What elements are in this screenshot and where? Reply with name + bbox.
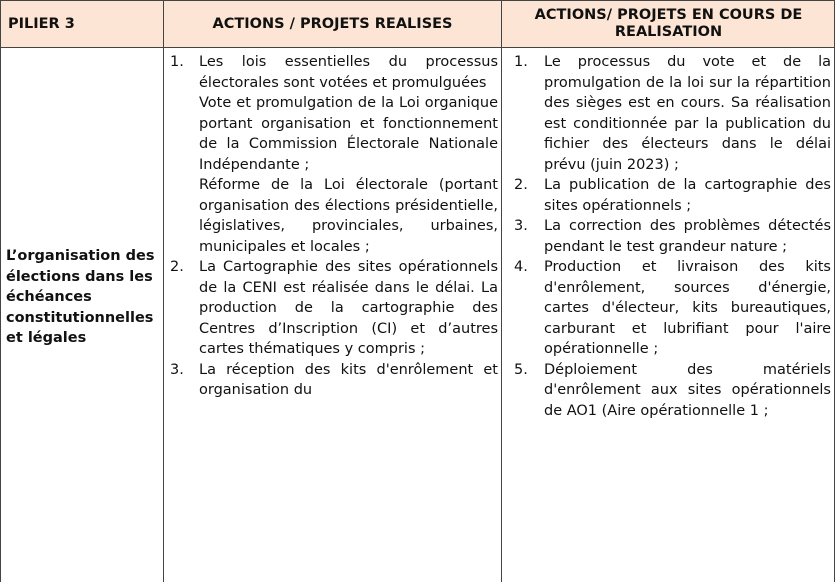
list-item-text: La correction des problèmes détectés pendant le test grandeur nature ; <box>544 218 831 255</box>
list-item-text: La publication de la cartographie des sites opérationnels ; <box>544 177 831 214</box>
list-item <box>166 257 498 360</box>
list-item <box>506 257 831 360</box>
list-item-number: 4. <box>514 259 528 275</box>
header-pillar: PILIER 3 <box>8 15 75 32</box>
list-item <box>166 52 498 257</box>
done-actions-list <box>166 52 498 401</box>
list-item-text: Les lois essentielles du processus électorales sont votées et promulguées <box>199 54 498 91</box>
header-ongoing-line1: ACTIONS/ PROJETS EN COURS DE <box>534 7 803 23</box>
list-item-number: 3. <box>170 361 184 378</box>
pillar-title: L’organisation des élections dans les échéances constitutionnelles et légales <box>6 248 155 346</box>
list-item <box>166 360 498 401</box>
list-item-subtext: Vote et promulgation de la Loi organique portant organisation et fonctionnement de la Commission Électorale Nationale Indépendante ; <box>199 95 498 173</box>
list-item-text: Déploiement des matériels d'enrôlement aux sites opérationnels de AO1 (Aire opérationnelle 1 ; <box>544 361 831 419</box>
ongoing-actions-list <box>506 52 831 421</box>
header-ongoing-line2: REALISATION <box>614 24 723 40</box>
list-item-number: 2. <box>514 177 528 193</box>
list-item <box>506 360 831 422</box>
list-item-number: 3. <box>514 218 528 234</box>
list-item-text: La Cartographie des sites opérationnels de la CENI est réalisée dans le délai. La production de la cartographie des Centres d’Inscription (CI) et d’autres cartes thématiques y compris ; <box>199 259 498 357</box>
list-item <box>506 216 831 257</box>
header-actions-ongoing <box>502 0 835 48</box>
list-item <box>506 175 831 216</box>
column-divider-0 <box>0 0 1 582</box>
list-item-number: 5. <box>514 361 528 378</box>
list-item-text: Production et livraison des kits d'enrôlement, sources d'énergie, cartes d'électeur, kits bureautiques, carburant et lubrifiant pour l'aire opérationnelle ; <box>544 259 831 357</box>
list-item-number: 2. <box>170 259 184 275</box>
list-item-subtext: Réforme de la Loi électorale (portant organisation des élections présidentielle, législatives, provinciales, urbaines, municipales et locales ; <box>199 177 498 255</box>
column-divider-2 <box>501 0 502 582</box>
header-actions-done: ACTIONS / PROJETS REALISES <box>212 15 453 32</box>
list-item <box>506 52 831 175</box>
list-item-number: 1. <box>170 54 184 70</box>
list-item-text: Le processus du vote et de la promulgation de la loi sur la répartition des sièges est en cours. Sa réalisation est conditionnée par la publication du fichier des électeurs dans le délai prévu (juin 2023) ; <box>544 54 831 173</box>
list-item-number: 1. <box>514 54 528 70</box>
column-divider-1 <box>163 0 164 582</box>
list-item-text: La réception des kits d'enrôlement et organisation du <box>199 361 498 398</box>
